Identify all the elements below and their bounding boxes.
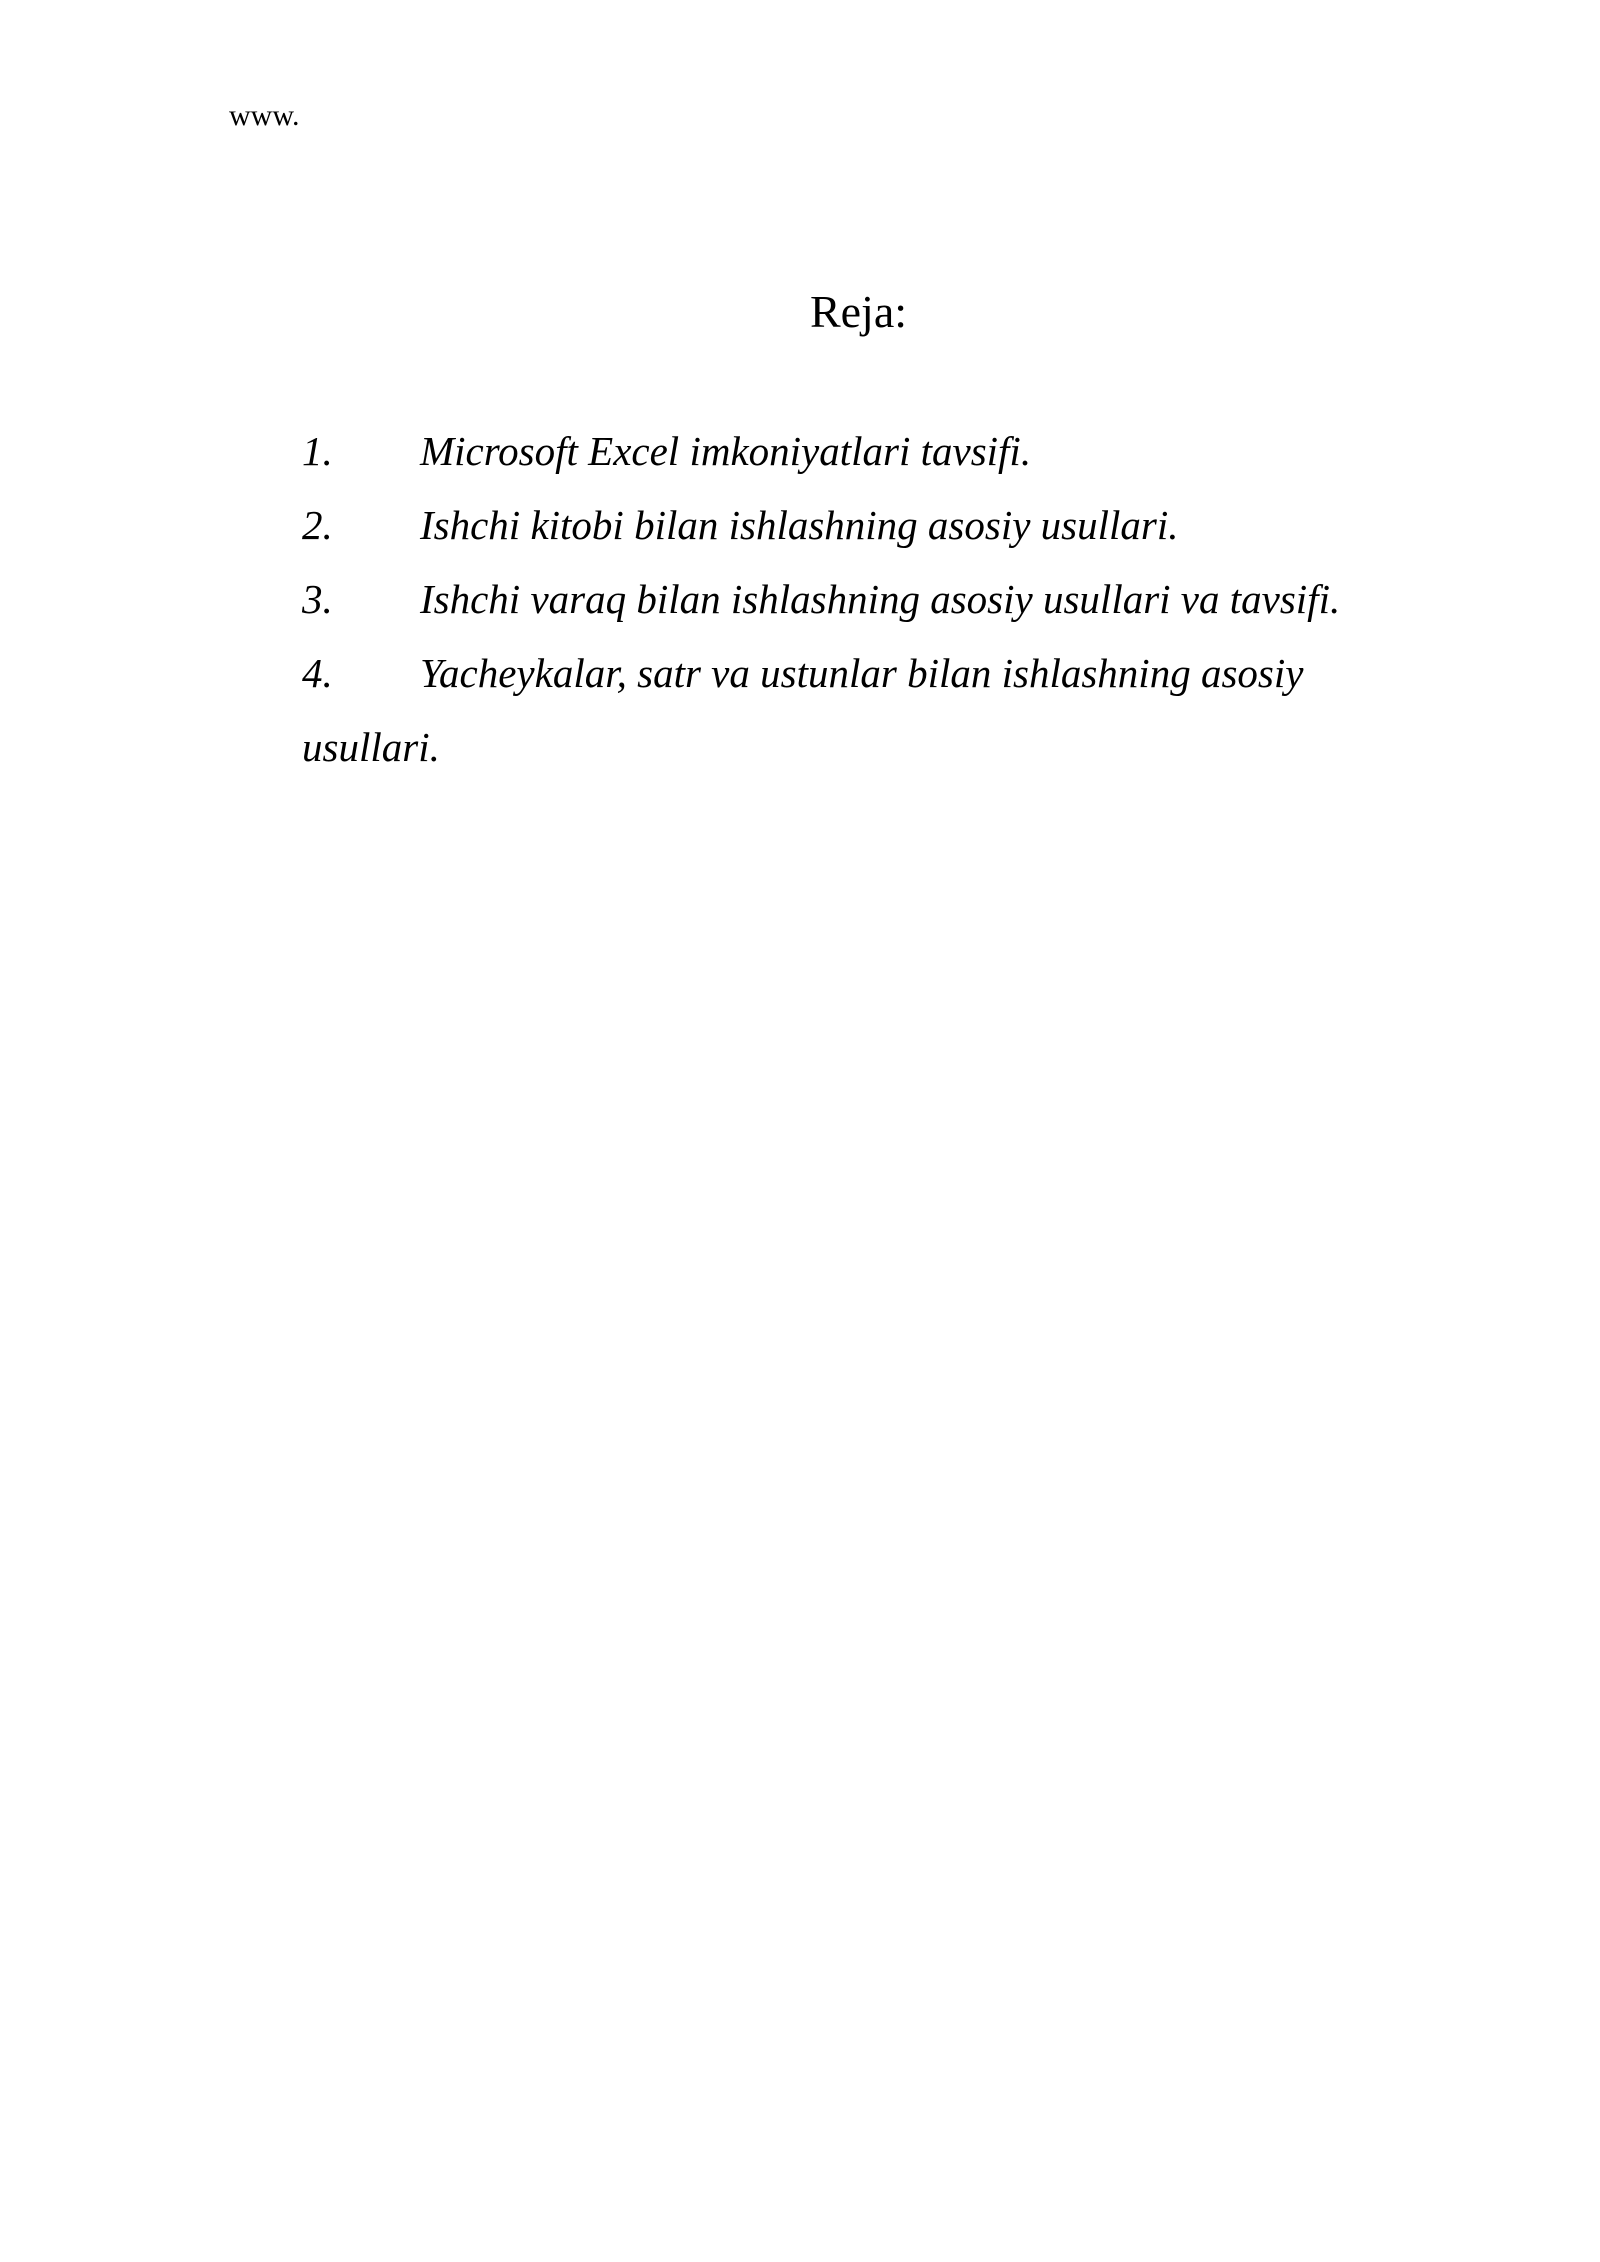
plan-item [229, 636, 1409, 784]
plan-item [229, 562, 1409, 636]
plan-item-text: Ishchi kitobi bilan ishlashning asosiy usullari. [420, 502, 1179, 548]
plan-item [229, 414, 1409, 488]
plan-item-text: Ishchi varaq bilan ishlashning asosiy usullari va tavsifi. [420, 576, 1341, 622]
plan-item-number: 3. [302, 576, 333, 622]
plan-item-number: 4. [302, 650, 333, 696]
plan-item [229, 488, 1409, 562]
plan-item-number: 1. [302, 428, 333, 474]
plan-item-text: Yacheykalar, satr va ustunlar bilan ishlashning asosiy usullari. [302, 650, 1304, 770]
plan-item-text: Microsoft Excel imkoniyatlari tavsifi. [420, 428, 1032, 474]
plan-item-number: 2. [302, 502, 333, 548]
page-title: Reja: [809, 286, 908, 337]
plan-list [229, 414, 1409, 784]
header-text: www. [229, 99, 300, 132]
